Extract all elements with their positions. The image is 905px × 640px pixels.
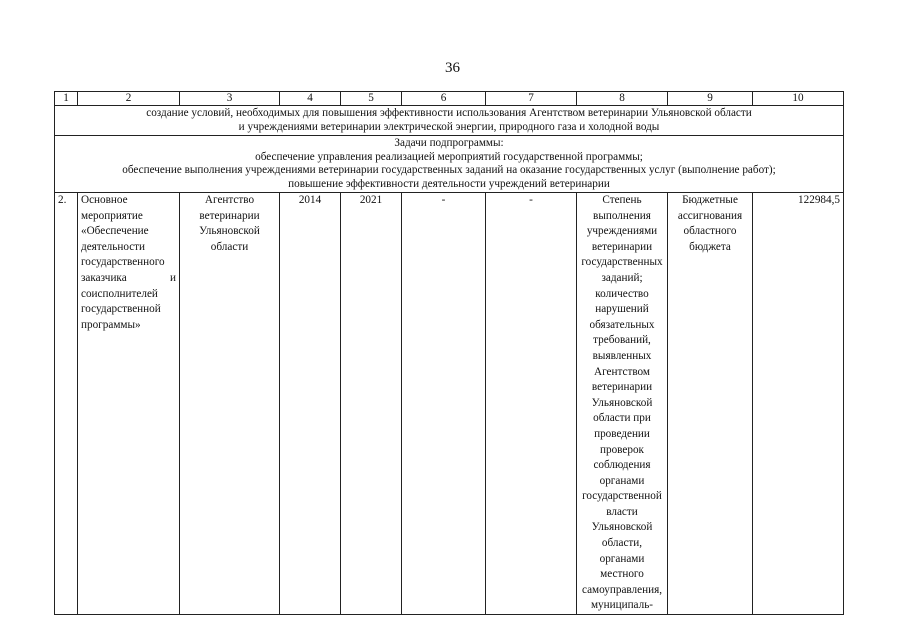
amount-cell: 122984,5 xyxy=(753,193,844,615)
column-6-cell: - xyxy=(402,193,486,615)
column-7-cell: - xyxy=(486,193,577,615)
goal-line: и учреждениями ветеринарии электрической энергии, природного газа и холодной воды xyxy=(238,120,660,133)
column-number-row xyxy=(55,92,844,106)
column-number-8: 8 xyxy=(577,92,668,106)
tasks-row xyxy=(55,136,844,193)
column-number-5: 5 xyxy=(341,92,402,106)
funding-source-cell: Бюджетные ассигнования областного бюджета xyxy=(668,193,753,615)
column-number-10: 10 xyxy=(753,92,844,106)
program-table xyxy=(54,91,844,615)
column-number-2: 2 xyxy=(78,92,180,106)
activity-name-cell: Основное мероприятие «Обеспечение деятельности государственного заказчика и соисполнителей государственной программы» xyxy=(78,193,180,615)
tasks-cell xyxy=(55,136,844,193)
tasks-heading: Задачи подпрограммы: xyxy=(394,137,504,149)
start-year-cell: 2014 xyxy=(280,193,341,615)
task-line: обеспечение выполнения учреждениями ветеринарии государственных заданий на оказание государственных услуг (выполнение работ); xyxy=(122,164,776,176)
indicator-cell: Степень выполнения учреждениями ветеринарии государственных заданий; количество нарушений обязательных требований, выявленных Агентством ветеринарии Ульяновской области при проведении проверок соблюдения органами государственной власти Ульяновской области, органами местного самоуправления, муниципаль- xyxy=(577,193,668,615)
task-line: обеспечение управления реализацией мероприятий государственной программы; xyxy=(255,150,643,163)
column-number-1: 1 xyxy=(55,92,78,106)
goal-cell xyxy=(55,106,844,136)
goal-line: создание условий, необходимых для повышения эффективности использования Агентством ветеринарии Ульяновской области xyxy=(146,107,752,119)
column-number-4: 4 xyxy=(280,92,341,106)
column-number-6: 6 xyxy=(402,92,486,106)
table-row xyxy=(55,193,844,615)
column-number-3: 3 xyxy=(180,92,280,106)
row-number-cell: 2. xyxy=(55,193,78,615)
column-number-9: 9 xyxy=(668,92,753,106)
page-number: 36 xyxy=(445,60,460,76)
task-line: повышение эффективности деятельности учреждений ветеринарии xyxy=(288,177,610,190)
column-number-7: 7 xyxy=(486,92,577,106)
executor-cell: Агентство ветеринарии Ульяновской области xyxy=(180,193,280,615)
end-year-cell: 2021 xyxy=(341,193,402,615)
goal-row xyxy=(55,106,844,136)
